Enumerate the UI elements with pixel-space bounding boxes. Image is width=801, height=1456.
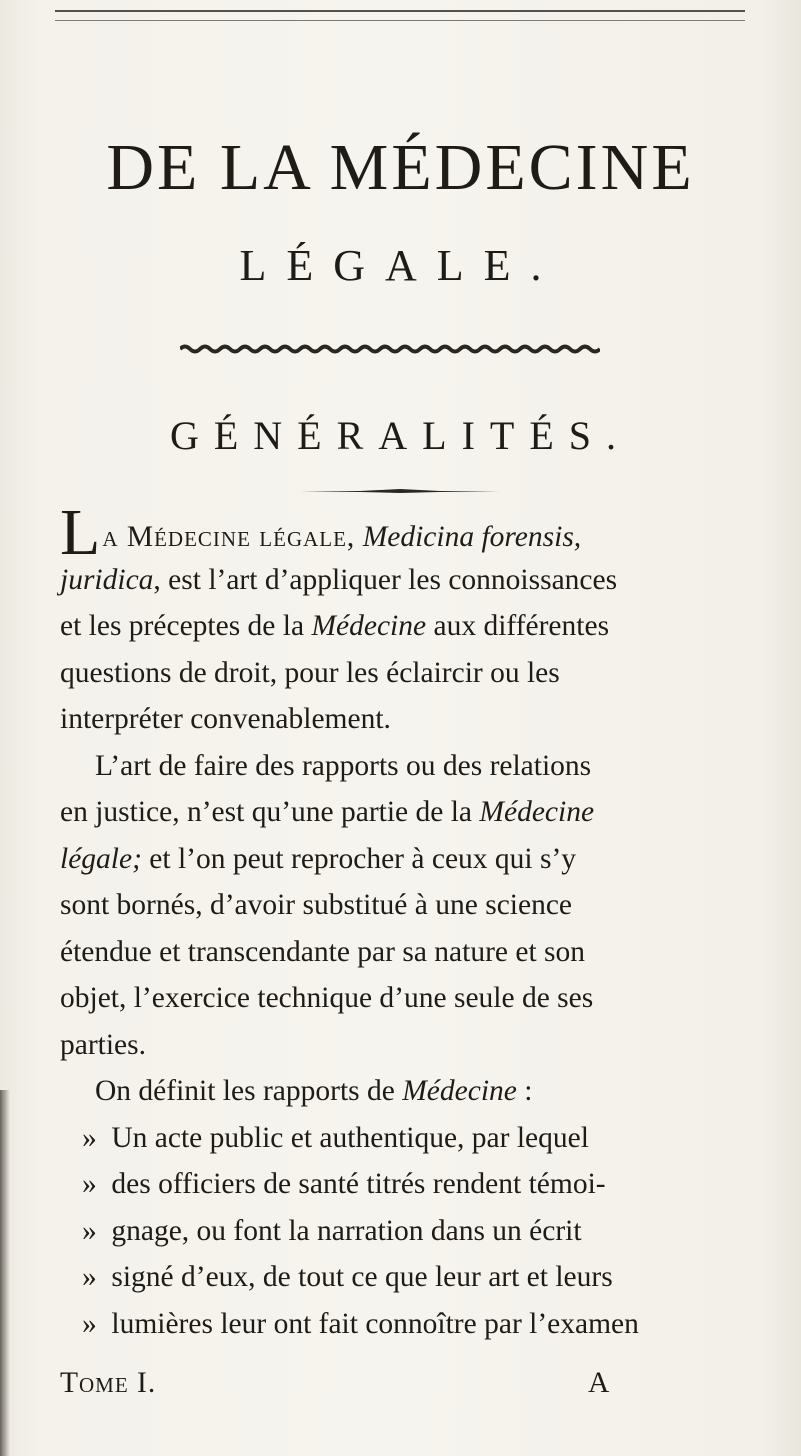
paragraph-2-line-5: étendue et transcendante par sa nature et son	[60, 935, 586, 968]
body-text	[60, 496, 760, 1347]
paragraph-1-line-4: questions de droit, pour les éclaircir ou les	[60, 656, 560, 689]
paragraph-1-line-1: La Médecine légale, Medicina forensis,	[60, 496, 582, 569]
paragraph-2-line-2: en justice, n’est qu’une partie de la Médecine	[60, 796, 595, 828]
quote-mark: »	[82, 1168, 97, 1200]
paragraph-2-line-1: L’art de faire des rapports ou des relations	[95, 749, 592, 782]
book-title: DE LA MÉDECINE	[106, 131, 695, 204]
page-footer	[60, 1363, 760, 1403]
paragraph-3-line-1: On définit les rapports de Médecine :	[95, 1075, 533, 1107]
drop-cap: L	[60, 496, 101, 569]
paragraph-2-line-3: légale; et l’on peut reprocher à ceux qui s’y	[60, 842, 577, 875]
page-edge-shadow	[0, 1090, 14, 1456]
paragraph-2-line-4: sont bornés, d’avoir substitué à une science	[60, 889, 573, 921]
quote-mark: »	[82, 1307, 97, 1340]
quote-mark: »	[82, 1214, 97, 1247]
section-divider-rule	[300, 488, 500, 494]
signature-mark: A	[588, 1367, 610, 1399]
quote-line-4: » signé d’eux, de tout ce que leur art et leurs	[60, 1254, 760, 1301]
quote-line-3: » gnage, ou font la narration dans un écrit	[60, 1208, 760, 1255]
paragraph-1-line-3: et les préceptes de la Médecine aux différentes	[60, 610, 610, 642]
ornamental-wavy-rule	[180, 343, 600, 355]
paragraph-1-line-5: interpréter convenablement.	[60, 703, 391, 735]
book-subtitle: LÉGALE.	[239, 241, 562, 290]
quote-line-5: » lumières leur ont fait connoître par l’examen	[60, 1301, 760, 1348]
section-title: GÉNÉRALITÉS.	[169, 413, 632, 458]
paragraph-1-line-2: juridica, est l’art d’appliquer les connoissances	[60, 563, 618, 596]
quote-mark: »	[82, 1261, 97, 1293]
quote-line-2: » des officiers de santé titrés rendent témoi-	[60, 1161, 760, 1208]
quote-mark: »	[82, 1121, 97, 1154]
quote-line-1: » Un acte public et authentique, par lequel	[60, 1115, 760, 1162]
paragraph-2-line-7: parties.	[60, 1028, 147, 1061]
top-border-rule	[55, 10, 745, 21]
volume-label: Tome I.	[60, 1367, 157, 1399]
paragraph-2-line-6: objet, l’exercice technique d’une seule de ses	[60, 982, 594, 1014]
